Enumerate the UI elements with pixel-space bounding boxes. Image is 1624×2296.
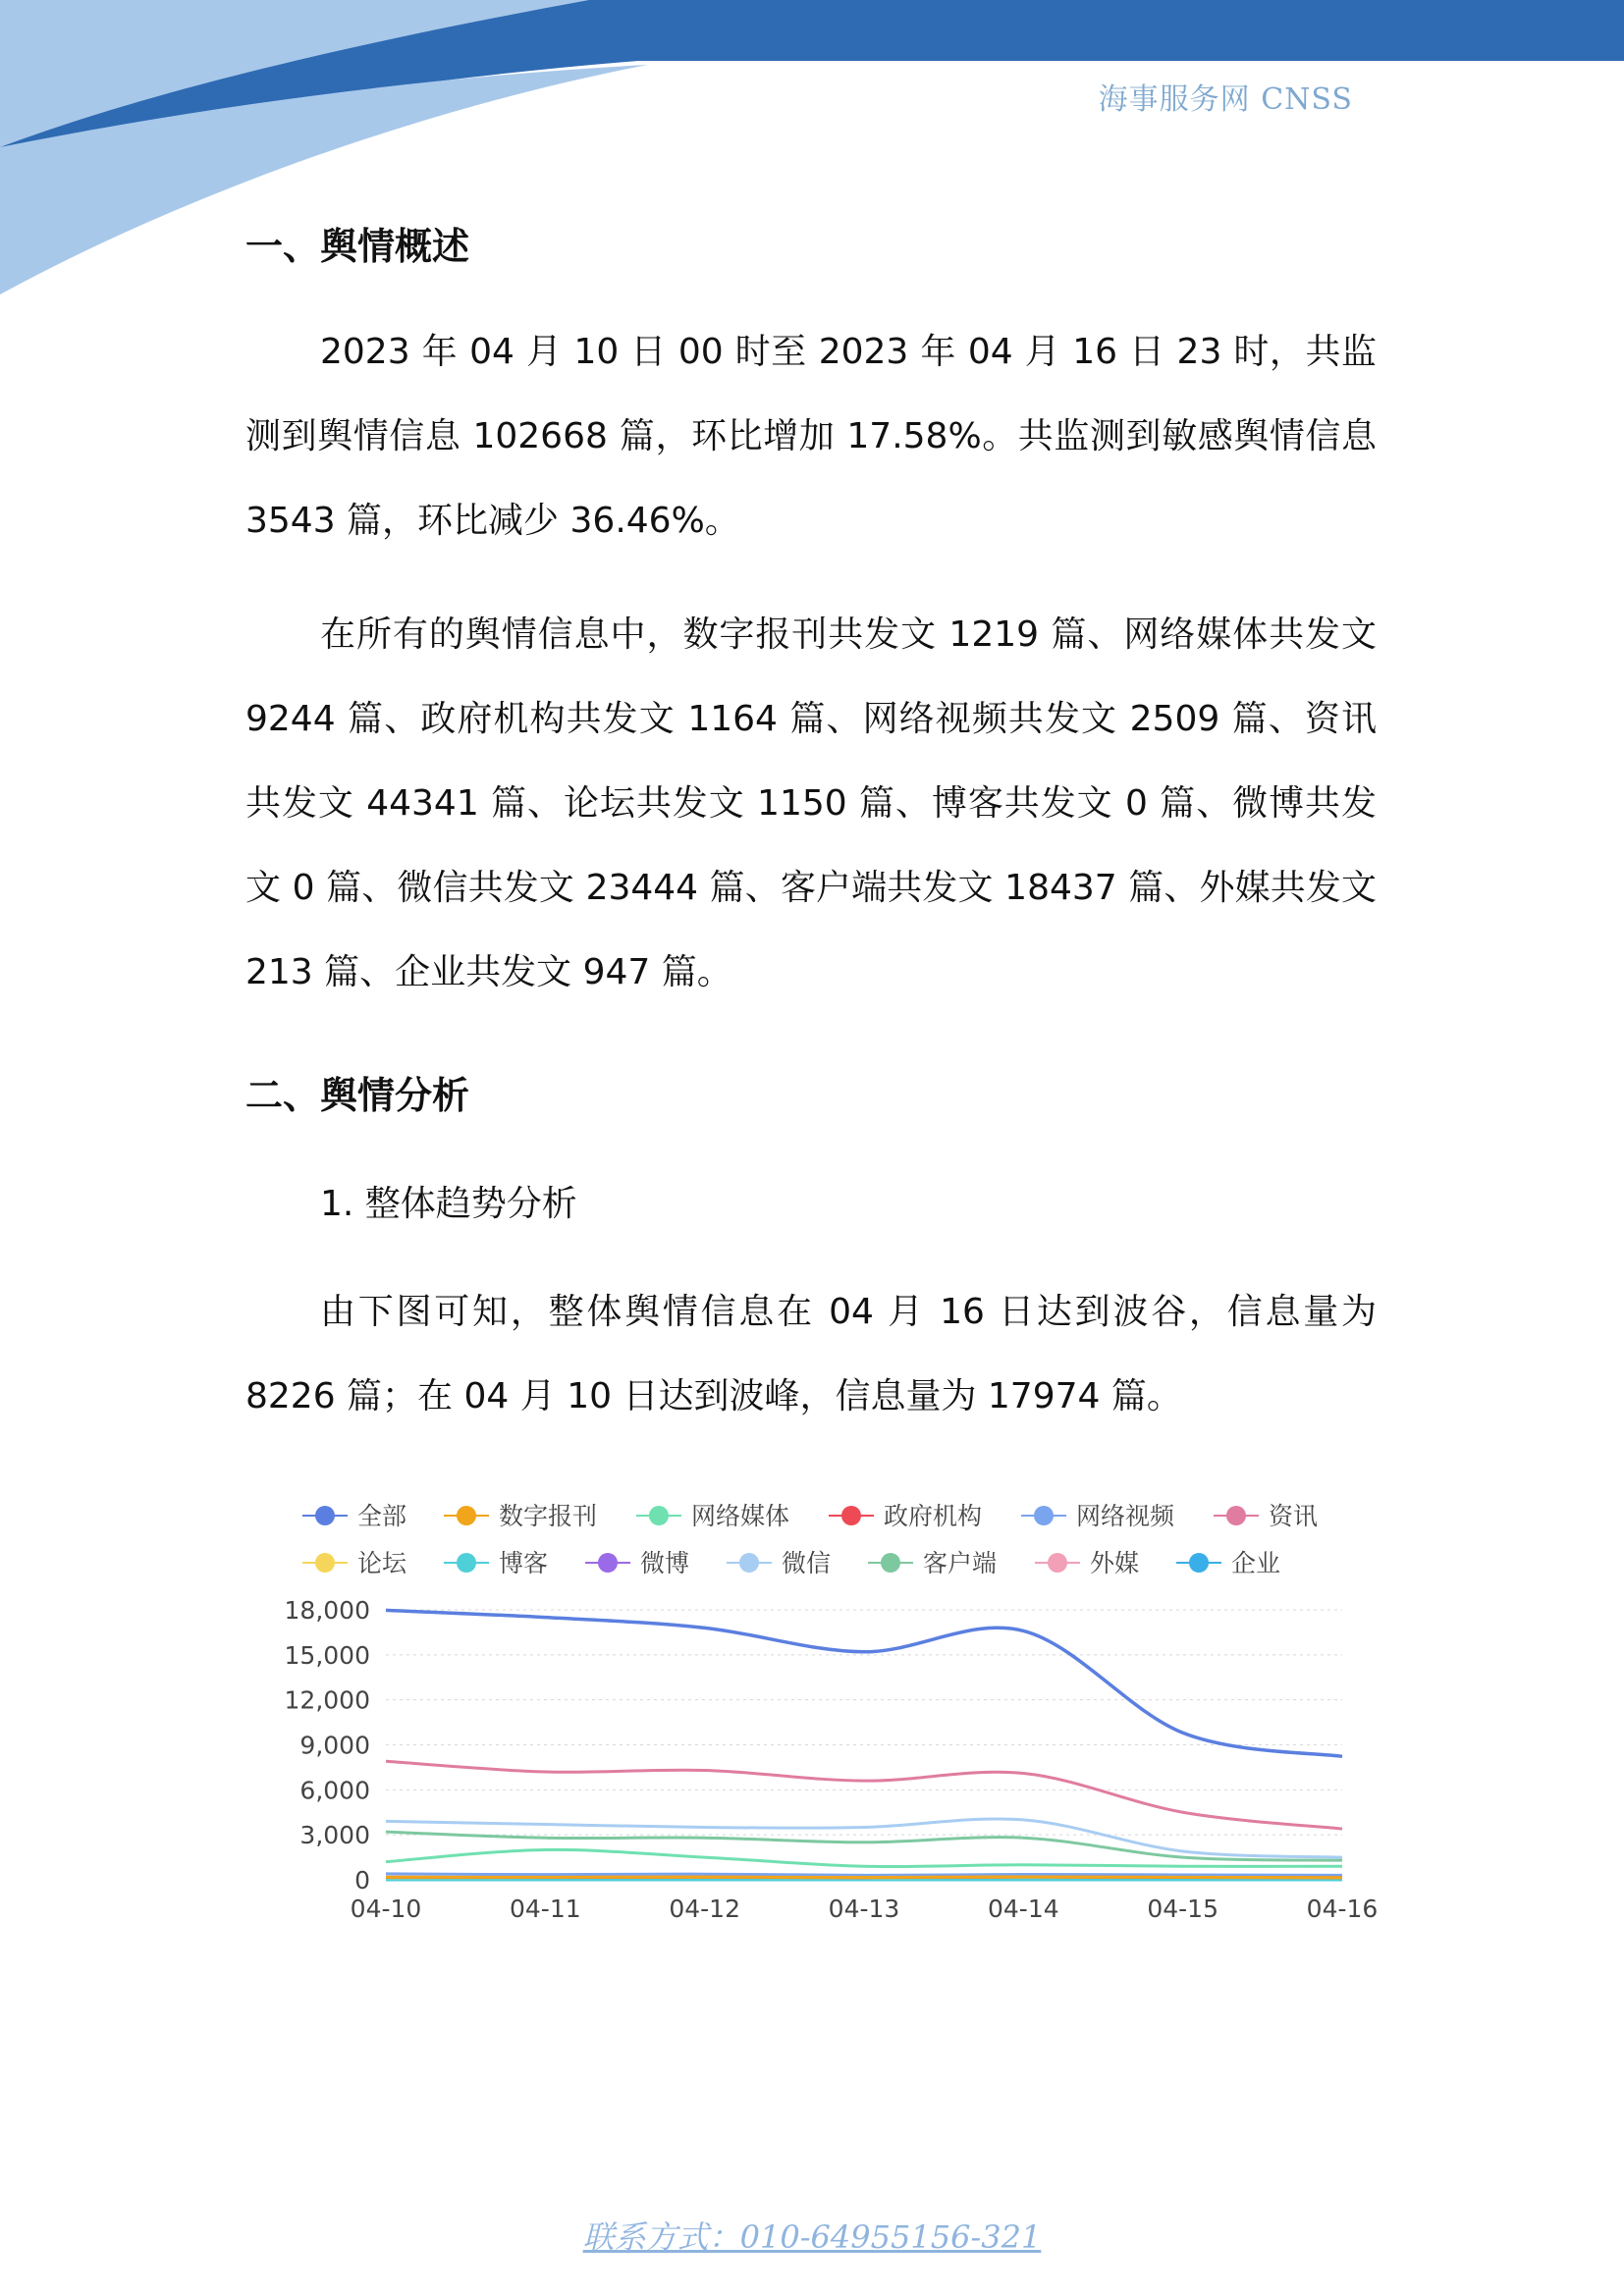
x-tick-label: 04-13 <box>828 1895 900 1923</box>
legend-swatch-dot <box>1034 1506 1054 1525</box>
x-tick-label: 04-11 <box>510 1895 581 1923</box>
legend-swatch-dot <box>1226 1506 1246 1525</box>
y-tick-label: 18,000 <box>285 1596 370 1625</box>
legend-swatch-dot <box>315 1506 335 1525</box>
legend-label: 资讯 <box>1269 1502 1319 1530</box>
legend-swatch-dot <box>457 1553 476 1573</box>
legend-label: 客户端 <box>923 1549 998 1577</box>
subsection-heading-trend: 1. 整体趋势分析 <box>320 1184 577 1224</box>
series-line-1 <box>386 1877 1342 1878</box>
legend-item-2 <box>636 1502 789 1530</box>
x-tick-label: 04-14 <box>988 1895 1059 1923</box>
y-tick-label: 0 <box>354 1866 370 1895</box>
legend-item-1 <box>444 1502 597 1530</box>
legend-item-4 <box>1021 1502 1175 1530</box>
legend-swatch-dot <box>457 1506 476 1525</box>
legend-swatch-dot <box>1189 1553 1209 1573</box>
legend-swatch-dot <box>881 1553 900 1573</box>
legend-item-9 <box>727 1549 831 1577</box>
legend-label: 企业 <box>1231 1549 1281 1577</box>
section-heading-overview: 一、舆情概述 <box>245 225 470 268</box>
legend-label: 微博 <box>640 1549 690 1577</box>
paragraph-trend: 由下图可知，整体舆情信息在 04 月 16 日达到波谷，信息量为 8226 篇；在 04 月 10 日达到波峰，信息量为 17974 篇。 <box>245 1292 1377 1416</box>
y-tick-label: 6,000 <box>299 1776 370 1805</box>
legend-item-7 <box>444 1549 548 1577</box>
header-site-name: 海事服务网 CNSS <box>1098 82 1353 117</box>
legend-item-12 <box>1176 1549 1280 1577</box>
y-tick-label: 3,000 <box>299 1821 370 1850</box>
legend-label: 全部 <box>357 1502 407 1530</box>
legend-item-11 <box>1035 1549 1139 1577</box>
legend-label: 网络视频 <box>1076 1502 1175 1530</box>
y-tick-label: 9,000 <box>299 1731 370 1760</box>
y-tick-label: 12,000 <box>285 1685 370 1715</box>
legend-label: 微信 <box>782 1549 832 1577</box>
legend-item-0 <box>302 1502 406 1530</box>
legend-label: 博客 <box>499 1549 549 1577</box>
series-line-0 <box>386 1610 1342 1756</box>
series-line-4 <box>386 1874 1342 1876</box>
legend-label: 论坛 <box>357 1549 407 1577</box>
section-heading-analysis: 二、舆情分析 <box>245 1074 470 1117</box>
y-tick-label: 15,000 <box>285 1640 370 1670</box>
legend-swatch-dot <box>841 1506 861 1525</box>
legend-swatch-dot <box>739 1553 759 1573</box>
legend-swatch-dot <box>1048 1553 1067 1573</box>
header-wave-art <box>0 0 1624 314</box>
x-tick-label: 04-10 <box>350 1895 422 1923</box>
footer-contact: 联系方式：010-64955156-321 <box>582 2218 1042 2256</box>
legend-item-5 <box>1214 1502 1318 1530</box>
series-line-5 <box>386 1761 1342 1829</box>
legend-swatch-dot <box>649 1506 669 1525</box>
legend-label: 数字报刊 <box>499 1502 598 1530</box>
legend-label: 网络媒体 <box>691 1502 790 1530</box>
x-tick-label: 04-12 <box>669 1895 740 1923</box>
legend-label: 外媒 <box>1090 1549 1140 1577</box>
x-tick-label: 04-16 <box>1306 1895 1379 1923</box>
legend-item-3 <box>829 1502 982 1530</box>
legend-swatch-dot <box>315 1553 335 1573</box>
trend-line-chart <box>285 1482 1394 1944</box>
legend-item-10 <box>868 1549 997 1577</box>
legend-label: 政府机构 <box>884 1502 983 1530</box>
legend-item-8 <box>585 1549 689 1577</box>
series-line-10 <box>386 1832 1342 1860</box>
x-tick-label: 04-15 <box>1147 1895 1218 1923</box>
legend-swatch-dot <box>598 1553 618 1573</box>
paragraph-source-breakdown: 在所有的舆情信息中，数字报刊共发文 1219 篇、网络媒体共发文 9244 篇、政府机构共发文 1164 篇、网络视频共发文 2509 篇、资讯共发文 44341 篇、论坛共发文 1150 篇、博客共发文 0 篇、微博共发文 0 篇、微信共发文 23444 篇、客户端共发文 18437 篇、外媒共发文 213 篇、企业共发文 947 篇。 <box>245 614 1377 992</box>
legend-item-6 <box>302 1549 407 1577</box>
paragraph-overview: 2023 年 04 月 10 日 00 时至 2023 年 04 月 16 日 23 时，共监测到舆情信息 102668 篇，环比增加 17.58%。共监测到敏感舆情信息 3543 篇，环比减少 36.46%。 <box>245 332 1377 541</box>
